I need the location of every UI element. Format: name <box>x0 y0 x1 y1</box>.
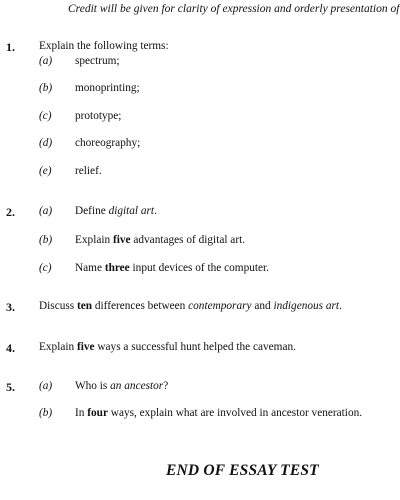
question-2c-label: (c) <box>39 262 52 274</box>
question-1a-text: spectrum; <box>75 55 120 67</box>
question-3-number: 3. <box>6 300 15 314</box>
question-5b-label: (b) <box>39 407 53 419</box>
question-2a-label: (a) <box>39 205 53 217</box>
question-1-stem: Explain the following terms: <box>39 40 169 52</box>
question-1e-label: (e) <box>39 165 52 177</box>
question-1d-label: (d) <box>39 137 53 149</box>
question-2b-label: (b) <box>39 234 53 246</box>
question-4-number: 4. <box>6 341 15 355</box>
question-1e-text: relief. <box>75 165 102 177</box>
question-1d-text: choreography; <box>75 137 141 149</box>
end-of-test-footer: END OF ESSAY TEST <box>166 462 319 479</box>
question-5-number: 5. <box>6 380 15 394</box>
question-1c-label: (c) <box>39 110 52 122</box>
question-4-text: Explain five ways a successful hunt helped the caveman. <box>39 341 296 353</box>
question-5a-label: (a) <box>39 380 53 392</box>
question-2-number: 2. <box>6 205 15 219</box>
question-2c-text: Name three input devices of the computer. <box>75 262 269 274</box>
question-5a-text: Who is an ancestor? <box>75 380 169 392</box>
question-1-number: 1. <box>6 40 15 54</box>
question-1b-label: (b) <box>39 82 53 94</box>
question-2b-text: Explain five advantages of digital art. <box>75 234 246 246</box>
question-2a-text: Define digital art. <box>75 205 157 217</box>
instruction-header: Credit will be given for clarity of expression and orderly presentation of <box>68 3 400 15</box>
question-1a-label: (a) <box>39 55 53 67</box>
question-1c-text: prototype; <box>75 110 122 122</box>
question-1b-text: monoprinting; <box>75 82 140 94</box>
question-5b-text: In four ways, explain what are involved in ancestor veneration. <box>75 407 363 419</box>
question-3-text: Discuss ten differences between contemporary and indigenous art. <box>39 300 342 312</box>
